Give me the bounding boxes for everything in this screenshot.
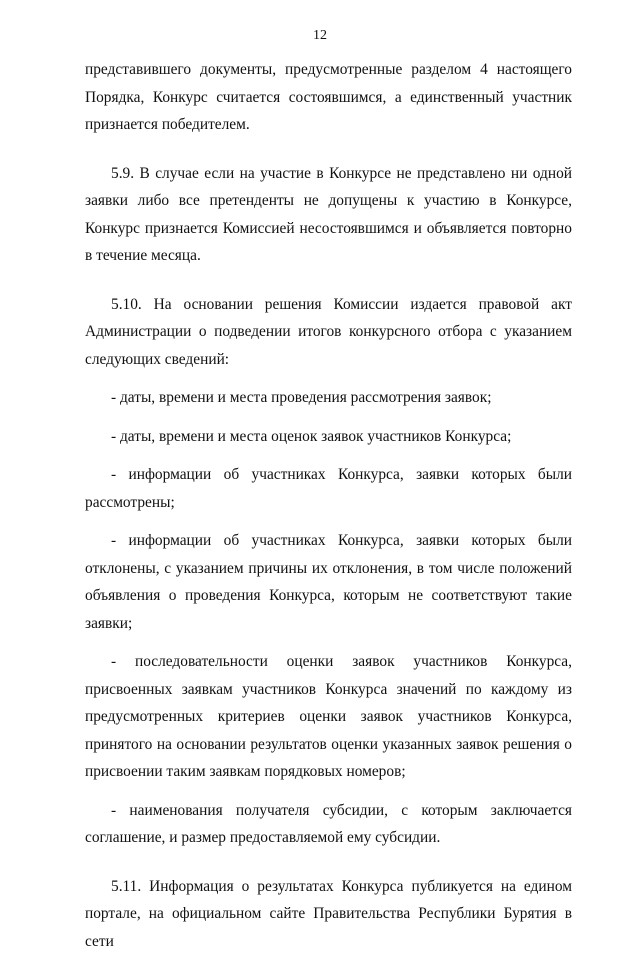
list-item-evaluation-dates: - даты, времени и места оценок заявок участников Конкурса; xyxy=(85,423,572,451)
paragraph-continuation: представившего документы, предусмотренные разделом 4 настоящего Порядка, Конкурс считается состоявшимся, а единственный участник признается победителем. xyxy=(85,56,572,139)
paragraph-5-9: 5.9. В случае если на участие в Конкурсе не представлено ни одной заявки либо все претенденты не допущены к участию в Конкурсе, Конкурс признается Комиссией несостоявшимся и объявляется повторно в течение месяца. xyxy=(85,160,572,270)
document-body xyxy=(85,56,572,955)
list-item-rejected-participants: - информации об участниках Конкурса, заявки которых были отклонены, с указанием причины их отклонения, в том числе положений объявления о проведения Конкурса, которым не соответствуют такие заявки; xyxy=(85,527,572,637)
paragraph-5-11: 5.11. Информация о результатах Конкурса публикуется на едином портале, на официальном сайте Правительства Республики Бурятия в сети xyxy=(85,873,572,955)
list-item-review-dates: - даты, времени и места проведения рассмотрения заявок; xyxy=(85,384,572,412)
list-item-reviewed-participants: - информации об участниках Конкурса, заявки которых были рассмотрены; xyxy=(85,461,572,516)
list-item-evaluation-sequence: - последовательности оценки заявок участников Конкурса, присвоенных заявкам участников Конкурса значений по каждому из предусмотренных критериев оценки заявок участников Конкурса, принятого на основании результатов оценки указанных заявок решения о присвоении таким заявкам порядковых номеров; xyxy=(85,648,572,786)
paragraph-5-10: 5.10. На основании решения Комиссии издается правовой акт Администрации о подведении итогов конкурсного отбора с указанием следующих сведений: xyxy=(85,291,572,374)
page-number: 12 xyxy=(0,27,640,45)
list-item-subsidy-recipient: - наименования получателя субсидии, с которым заключается соглашение, и размер предоставляемой ему субсидии. xyxy=(85,797,572,852)
